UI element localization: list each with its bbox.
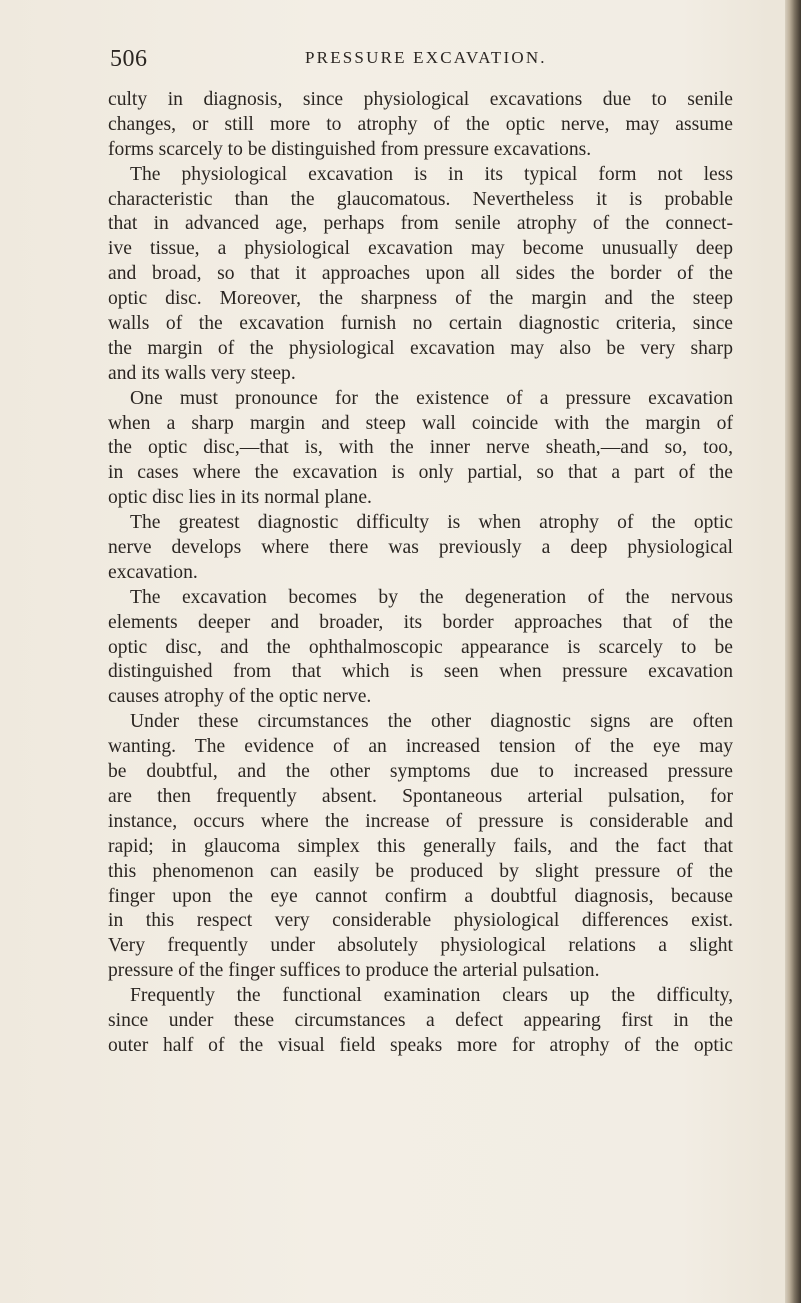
text-line: optic disc lies in its normal plane. [108,487,372,509]
text-line: outer half of the visual field speaks more for atrophy of the optic [108,1034,733,1056]
text-line: causes atrophy of the optic nerve. [108,686,372,708]
page-number: 506 [110,46,148,72]
text-line: Very frequently under absolutely physiological relations a slight [108,935,733,957]
text-line: optic disc. Moreover, the sharpness of the margin and the steep [108,288,733,310]
text-line: are then frequently absent. Spontaneous arterial pulsation, for [108,785,733,807]
text-line: One must pronounce for the existence of a pressure excavation [130,387,733,409]
text-line: elements deeper and broader, its border approaches that of the [108,611,733,633]
text-line: nerve develops where there was previously a deep physiological [108,537,733,559]
text-line: the optic disc,—that is, with the inner nerve sheath,—and so, too, [108,437,733,459]
text-line: in cases where the excavation is only partial, so that a part of the [108,462,733,484]
text-line: and broad, so that it approaches upon all sides the border of the [108,263,733,285]
text-line: be doubtful, and the other symptoms due to increased pressure [108,761,733,783]
text-line: forms scarcely to be distinguished from pressure excavations. [108,138,592,160]
text-line: The physiological excavation is in its typical form not less [130,163,733,185]
text-line: The excavation becomes by the degeneration of the nervous [130,586,733,608]
text-line: rapid; in glaucoma simplex this generally fails, and the fact that [108,835,733,857]
body-text [108,88,733,1059]
text-line: excavation. [108,561,198,583]
text-line: changes, or still more to atrophy of the optic nerve, may assume [108,113,733,135]
page-header [110,46,730,82]
text-line: this phenomenon can easily be produced by slight pressure of the [108,860,733,882]
text-line: ive tissue, a physiological excavation may become unusually deep [108,238,733,260]
text-line: finger upon the eye cannot confirm a doubtful diagnosis, because [108,885,733,907]
text-line: characteristic than the glaucomatous. Nevertheless it is probable [108,188,733,210]
text-line: The greatest diagnostic difficulty is when atrophy of the optic [130,512,733,534]
text-line: distinguished from that which is seen when pressure excavation [108,661,733,683]
text-line: Under these circumstances the other diagnostic signs are often [130,711,733,733]
text-line: culty in diagnosis, since physiological excavations due to senile [108,89,733,110]
text-line: and its walls very steep. [108,362,296,384]
text-line: Frequently the functional examination clears up the difficulty, [130,985,733,1007]
text-line: optic disc, and the ophthalmoscopic appearance is scarcely to be [108,636,733,658]
text-line: when a sharp margin and steep wall coincide with the margin of [108,412,733,434]
text-line: instance, occurs where the increase of pressure is considerable and [108,810,733,832]
text-line: since under these circumstances a defect appearing first in the [108,1009,733,1031]
text-line: wanting. The evidence of an increased tension of the eye may [108,736,733,758]
text-line: walls of the excavation furnish no certain diagnostic criteria, since [108,313,733,335]
page-edge [785,0,801,1303]
running-head: PRESSURE EXCAVATION. [305,48,547,67]
text-line: that in advanced age, perhaps from senile atrophy of the connect- [108,213,733,235]
text-line: in this respect very considerable physiological differences exist. [108,910,733,932]
text-line: pressure of the finger suffices to produce the arterial pulsation. [108,960,600,982]
text-line: the margin of the physiological excavation may also be very sharp [108,337,733,359]
